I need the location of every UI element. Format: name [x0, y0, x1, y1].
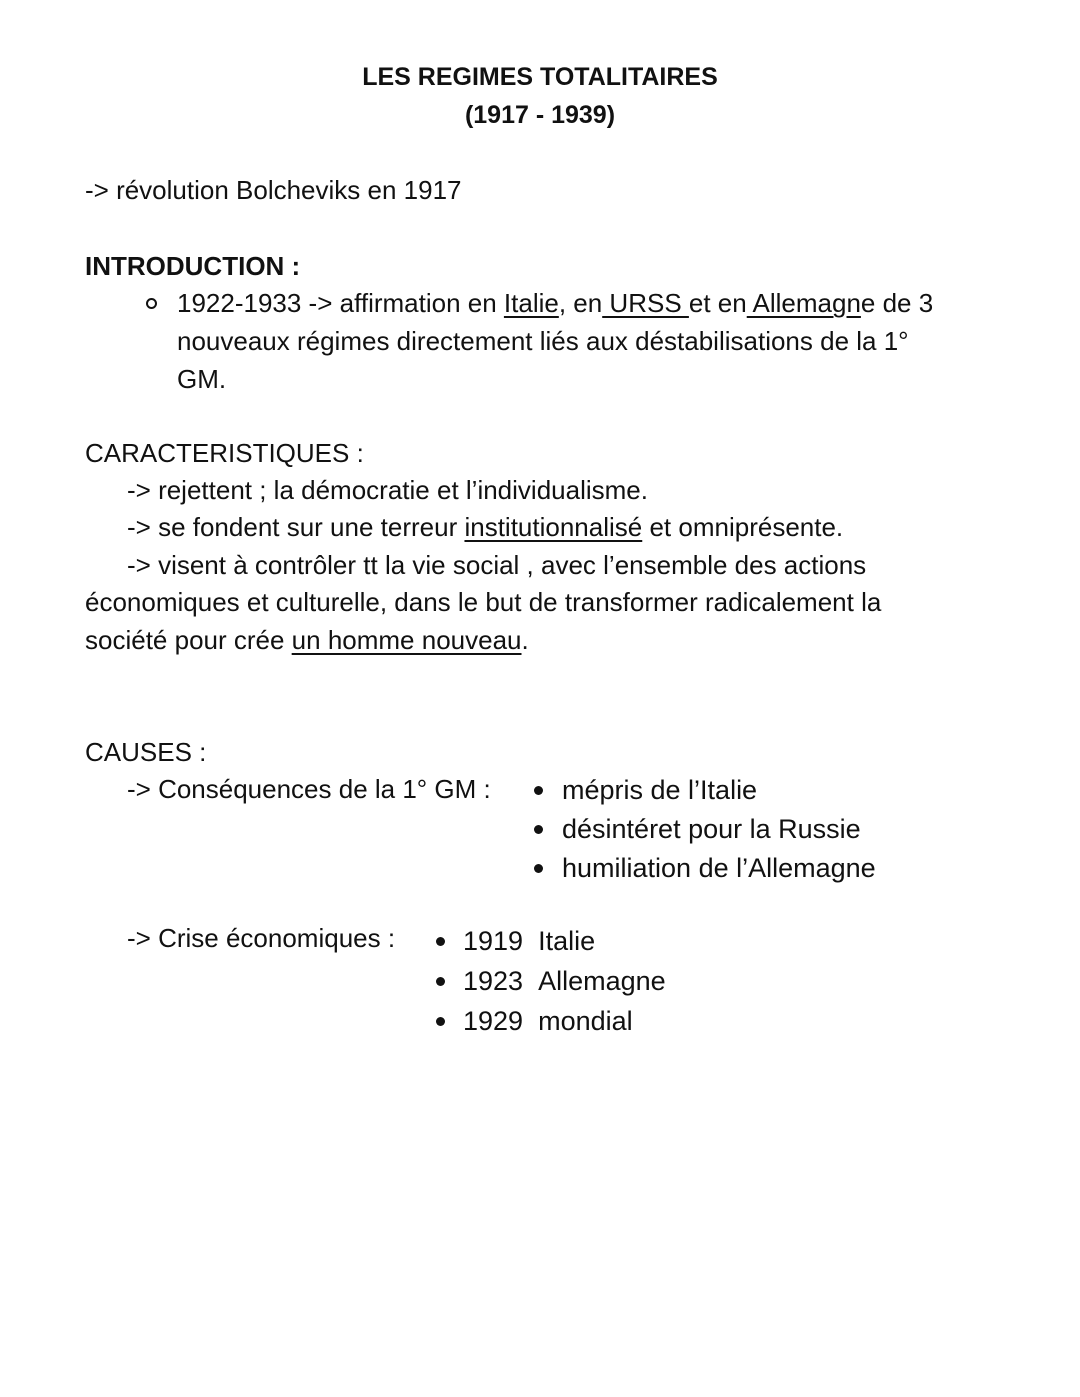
caracteristiques-line5: société pour crée un homme nouveau. — [85, 625, 529, 655]
consequences-label: -> Conséquences de la 1° GM : — [127, 774, 491, 804]
underlined-urss: URSS — [602, 288, 689, 318]
bullet-icon — [534, 864, 543, 873]
crise-item: 1923 Allemagne — [463, 966, 666, 996]
consequence-item: désintéret pour la Russie — [562, 814, 861, 844]
underlined-institutionnalise: institutionnalisé — [464, 512, 643, 542]
bullet-icon — [436, 1017, 445, 1026]
introduction-item-line2: nouveaux régimes directement liés aux déstabilisations de la 1° — [177, 326, 909, 356]
intro-line: -> révolution Bolcheviks en 1917 — [85, 175, 462, 205]
caracteristiques-line1: -> rejettent ; la démocratie et l’individualisme. — [127, 475, 648, 505]
hollow-bullet-icon — [146, 298, 157, 309]
bullet-icon — [534, 786, 543, 795]
introduction-item-line3: GM. — [177, 364, 227, 394]
consequence-item: humiliation de l’Allemagne — [562, 853, 876, 883]
bullet-icon — [534, 825, 543, 834]
underlined-homme-nouveau: un homme nouveau — [291, 625, 522, 655]
bullet-icon — [436, 937, 445, 946]
crise-label: -> Crise économiques : — [127, 923, 396, 953]
underlined-allemagne: Allemagn — [746, 288, 861, 318]
consequence-item: mépris de l’Italie — [562, 775, 758, 805]
caracteristiques-line4: économiques et culturelle, dans le but de transformer radicalement la — [85, 587, 882, 617]
page-subtitle-dates: (1917 - 1939) — [464, 101, 616, 129]
crise-item: 1929 mondial — [463, 1006, 633, 1036]
caracteristiques-line2: -> se fondent sur une terreur institutionnalisé et omniprésente. — [127, 512, 844, 542]
causes-heading: CAUSES : — [85, 737, 207, 767]
introduction-item-line1: 1922-1933 -> affirmation en Italie, en URSS et en Allemagne de 3 — [177, 288, 934, 318]
caracteristiques-line3: -> visent à contrôler tt la vie social , avec l’ensemble des actions — [127, 550, 867, 580]
underlined-italie: Italie — [503, 288, 559, 318]
bullet-icon — [436, 977, 445, 986]
crise-item: 1919 Italie — [463, 926, 596, 956]
introduction-heading: INTRODUCTION : — [85, 251, 301, 281]
caracteristiques-heading: CARACTERISTIQUES : — [85, 438, 364, 468]
page-title: LES REGIMES TOTALITAIRES — [362, 63, 718, 91]
